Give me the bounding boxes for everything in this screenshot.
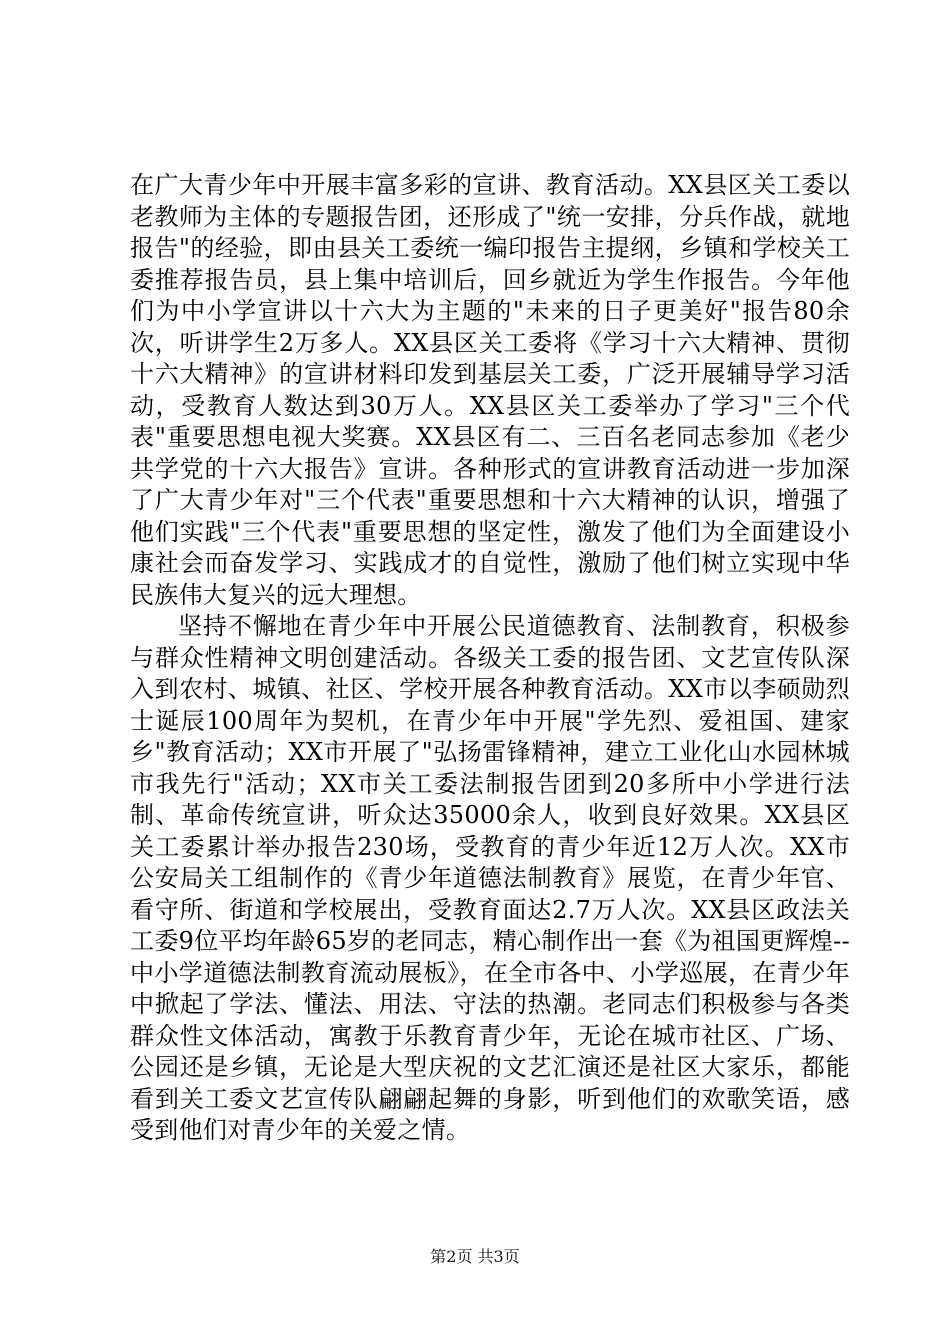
document-body xyxy=(130,170,850,1147)
page-number: 第2页 共3页 xyxy=(430,1247,520,1266)
body-paragraph: 在广大青少年中开展丰富多彩的宣讲、教育活动。XX县区关工委以老教师为主体的专题报告团，还形成了"统一安排，分兵作战，就地报告"的经验，即由县关工委统一编印报告主提纲，乡镇和学校关工委推荐报告员，县上集中培训后，回乡就近为学生作报告。今年他们为中小学宣讲以十六大为主题的"未来的日子更美好"报告80余次，听讲学生2万多人。XX县区关工委将《学习十六大精神、贯彻十六大精神》的宣讲材料印发到基层关工委，广泛开展辅导学习活动，受教育人数达到30万人。XX县区关工委举办了学习"三个代表"重要思想电视大奖赛。XX县区有二、三百名老同志参加《老少共学党的十六大报告》宣讲。各种形式的宣讲教育活动进一步加深了广大青少年对"三个代表"重要思想和十六大精神的认识，增强了他们实践"三个代表"重要思想的坚定性，激发了他们为全面建设小康社会而奋发学习、实践成才的自觉性，激励了他们树立实现中华民族伟大复兴的远大理想。 xyxy=(130,171,850,609)
body-paragraph: 坚持不懈地在青少年中开展公民道德教育、法制教育，积极参与群众性精神文明创建活动。各级关工委的报告团、文艺宣传队深入到农村、城镇、社区、学校开展各种教育活动。XX市以李硕勋烈士诞辰100周年为契机，在青少年中开展"学先烈、爱祖国、建家乡"教育活动；XX市开展了"弘扬雷锋精神，建立工业化山水园林城市我先行"活动；XX市关工委法制报告团到20多所中小学进行法制、革命传统宣讲，听众达35000余人，收到良好效果。XX县区关工委累计举办报告230场，受教育的青少年近12万人次。XX市公安局关工组制作的《青少年道德法制教育》展览，在青少年官、看守所、街道和学校展出，受教育面达2.7万人次。XX县区政法关工委9位平均年龄65岁的老同志，精心制作出一套《为祖国更辉煌--中小学道德法制教育流动展板》，在全市各中、小学巡展，在青少年中掀起了学法、懂法、用法、守法的热潮。老同志们积极参与各类群众性文体活动，寓教于乐教育青少年，无论在城市社区、广场、公园还是乡镇，无论是大型庆祝的文艺汇演还是社区大家乐，都能看到关工委文艺宣传队翩翩起舞的身影，听到他们的欢歌笑语，感受到他们对青少年的关爱之情。 xyxy=(130,612,850,1144)
